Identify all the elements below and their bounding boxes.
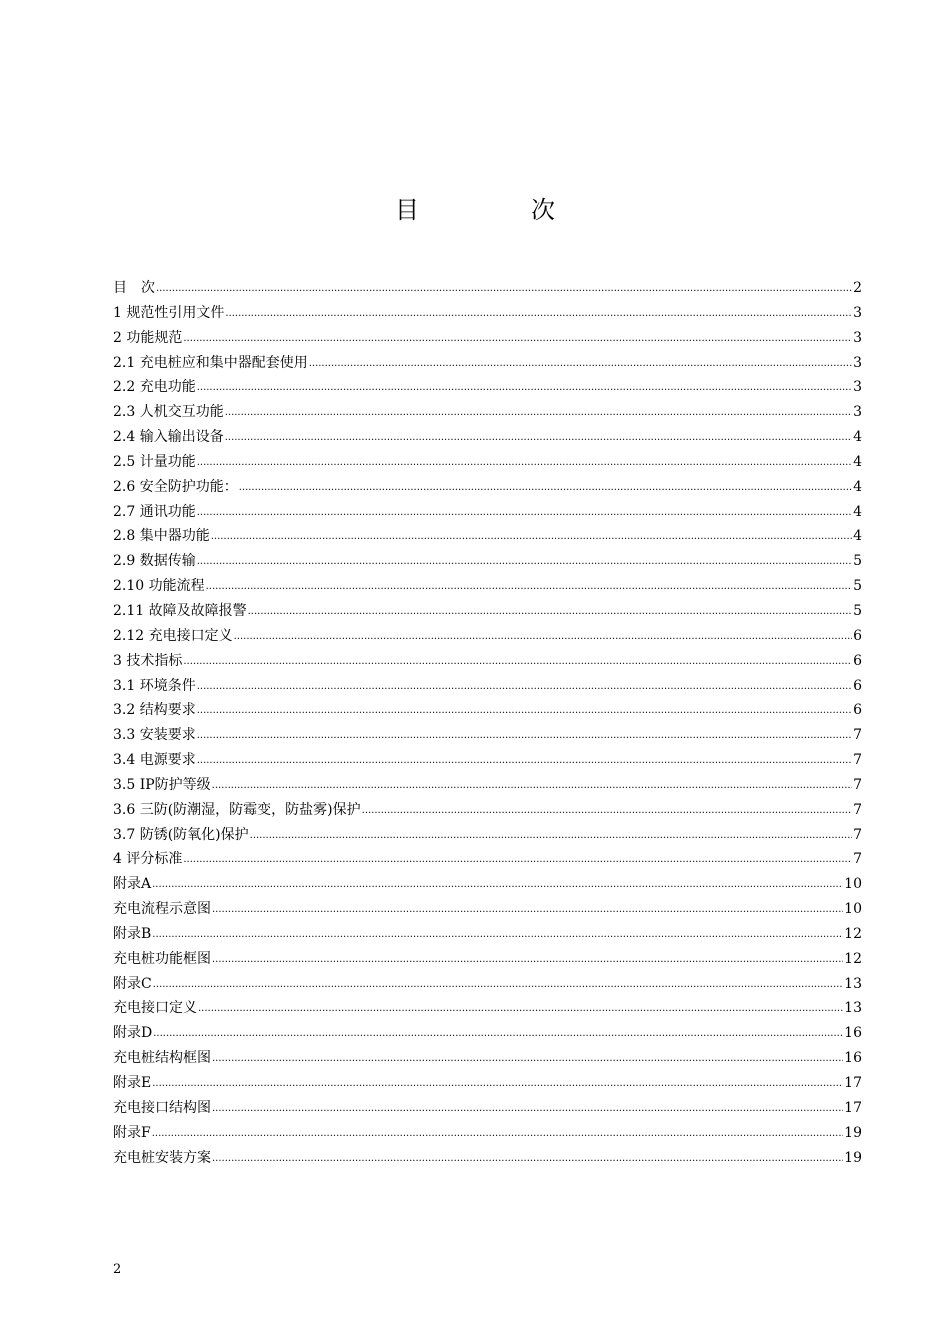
toc-entry[interactable] (113, 351, 862, 376)
toc-leader-dots (153, 1020, 843, 1047)
toc-entry[interactable] (113, 723, 862, 748)
toc-leader-dots (183, 325, 852, 352)
toc-entry[interactable] (113, 500, 862, 525)
toc-entry[interactable] (113, 450, 862, 475)
toc-heading: 目 次 (395, 196, 599, 224)
toc-entry[interactable] (113, 1021, 862, 1046)
toc-leader-dots (156, 275, 852, 302)
toc-entry[interactable] (113, 996, 862, 1021)
toc-entry-label: 2.11 故障及故障报警 (113, 602, 247, 619)
toc-leader-dots (225, 424, 852, 451)
toc-leader-dots (250, 822, 852, 849)
toc-entry-label: 2.7 通讯功能 (113, 503, 196, 520)
toc-entry[interactable] (113, 1121, 862, 1146)
toc-leader-dots (197, 548, 852, 575)
toc-entry-label: 充电桩功能框图 (113, 950, 211, 967)
table-of-contents (113, 276, 862, 1170)
toc-leader-dots (212, 1145, 843, 1172)
toc-entry[interactable] (113, 326, 862, 351)
toc-entry-page: 17 (844, 1099, 862, 1116)
toc-leader-dots (153, 971, 843, 998)
toc-entry-label: 2.6 安全防护功能： (113, 478, 238, 495)
toc-entry[interactable] (113, 375, 862, 400)
toc-entry-page: 4 (853, 453, 862, 470)
toc-entry[interactable] (113, 823, 862, 848)
toc-leader-dots (198, 995, 843, 1022)
toc-entry-page: 13 (844, 975, 862, 992)
toc-entry-label: 2.5 计量功能 (113, 453, 196, 470)
toc-leader-dots (197, 697, 852, 724)
toc-entry-label: 3.3 安装要求 (113, 727, 196, 744)
toc-entry[interactable] (113, 674, 862, 699)
toc-leader-dots (152, 921, 843, 948)
toc-leader-dots (248, 598, 852, 625)
toc-entry[interactable] (113, 872, 862, 897)
toc-leader-dots (183, 648, 852, 675)
toc-entry-page: 3 (853, 379, 862, 396)
toc-entry-label: 3.5 IP防护等级 (113, 776, 211, 793)
toc-entry[interactable] (113, 947, 862, 972)
toc-entry-label: 充电桩结构框图 (113, 1050, 211, 1067)
toc-entry-page: 7 (853, 851, 862, 868)
toc-entry[interactable] (113, 748, 862, 773)
toc-entry-page: 17 (844, 1075, 862, 1091)
page-number: 2 (113, 1262, 122, 1277)
toc-entry-page: 19 (844, 1124, 862, 1141)
toc-leader-dots (197, 499, 852, 526)
toc-entry-label: 附录D (113, 1025, 153, 1042)
toc-entry-label: 2 功能规范 (113, 329, 183, 346)
toc-leader-dots (234, 623, 852, 650)
toc-entry[interactable] (113, 798, 862, 823)
toc-entry[interactable] (113, 1146, 862, 1171)
toc-entry-page: 6 (853, 652, 862, 669)
toc-leader-dots (225, 300, 852, 327)
toc-entry-label: 充电桩安装方案 (113, 1149, 211, 1166)
toc-entry-page: 6 (853, 702, 862, 719)
toc-leader-dots (212, 1045, 843, 1072)
toc-entry-label: 2.8 集中器功能 (113, 528, 210, 545)
toc-entry-label: 3.6 三防(防潮湿，防霉变，防盐雾)保护 (113, 801, 361, 818)
toc-entry-page: 10 (844, 876, 862, 893)
toc-entry[interactable] (113, 847, 862, 872)
toc-entry-page: 7 (853, 776, 862, 793)
toc-entry-page: 3 (853, 404, 862, 421)
toc-leader-dots (211, 523, 852, 550)
toc-entry-label: 2.10 功能流程 (113, 578, 205, 595)
toc-leader-dots (212, 1095, 843, 1122)
toc-leader-dots (197, 374, 852, 401)
toc-entry-page: 13 (844, 1000, 862, 1017)
toc-entry[interactable] (113, 425, 862, 450)
toc-entry-label: 2.12 充电接口定义 (113, 627, 233, 644)
toc-entry-label: 3.2 结构要求 (113, 702, 196, 719)
toc-entry[interactable] (113, 897, 862, 922)
toc-entry[interactable] (113, 475, 862, 500)
toc-leader-dots (197, 747, 852, 774)
toc-entry[interactable] (113, 649, 862, 674)
toc-entry-label: 充电接口定义 (113, 1000, 197, 1017)
toc-entry[interactable] (113, 624, 862, 649)
toc-entry[interactable] (113, 698, 862, 723)
toc-entry-page: 7 (853, 801, 862, 818)
toc-leader-dots (197, 673, 852, 700)
toc-leader-dots (239, 474, 852, 501)
toc-entry-page: 12 (844, 950, 862, 967)
toc-entry-label: 附录C (113, 975, 152, 992)
toc-entry[interactable] (113, 276, 862, 301)
toc-leader-dots (183, 846, 852, 873)
toc-entry-label: 附录F (113, 1124, 151, 1141)
toc-entry-label: 目 次 (113, 280, 155, 296)
toc-entry-label: 2.1 充电桩应和集中器配套使用 (113, 354, 308, 371)
toc-entry-page: 5 (853, 602, 862, 619)
toc-leader-dots (197, 449, 852, 476)
toc-entry-label: 附录A (113, 876, 152, 893)
toc-entry-page: 10 (844, 901, 862, 918)
toc-entry-label: 1 规范性引用文件 (113, 304, 225, 321)
toc-entry-page: 5 (853, 553, 862, 570)
toc-entry[interactable] (113, 922, 862, 947)
toc-entry-label: 3.1 环境条件 (113, 677, 196, 694)
toc-leader-dots (152, 1070, 843, 1097)
toc-entry-label: 2.2 充电功能 (113, 379, 196, 396)
toc-entry-page: 3 (853, 354, 862, 371)
toc-entry-page: 16 (844, 1025, 862, 1042)
toc-leader-dots (212, 896, 843, 923)
toc-entry[interactable] (113, 301, 862, 326)
toc-entry[interactable] (113, 400, 862, 425)
toc-entry-page: 6 (853, 677, 862, 694)
toc-entry-label: 3.7 防锈(防氧化)保护 (113, 826, 249, 843)
toc-entry-page: 4 (853, 528, 862, 545)
toc-entry-page: 3 (853, 329, 862, 346)
toc-entry-label: 4 评分标准 (113, 851, 183, 868)
toc-leader-dots (309, 350, 852, 377)
toc-entry-page: 5 (853, 578, 862, 595)
toc-entry-page: 4 (853, 478, 862, 495)
toc-entry[interactable] (113, 972, 862, 997)
toc-entry-label: 3.4 电源要求 (113, 752, 196, 769)
toc-leader-dots (225, 399, 852, 426)
toc-entry[interactable] (113, 524, 862, 549)
toc-entry-page: 16 (844, 1050, 862, 1067)
toc-entry[interactable] (113, 1096, 862, 1121)
toc-leader-dots (206, 573, 852, 600)
toc-entry-label: 充电流程示意图 (113, 901, 211, 918)
toc-entry-label: 2.3 人机交互功能 (113, 404, 224, 421)
toc-entry-label: 附录B (113, 925, 152, 942)
toc-entry-label: 2.9 数据传输 (113, 553, 196, 570)
toc-entry-page: 19 (844, 1149, 862, 1166)
toc-entry-page: 7 (853, 752, 862, 769)
toc-leader-dots (212, 772, 852, 799)
toc-entry-page: 4 (853, 503, 862, 520)
toc-entry[interactable] (113, 549, 862, 574)
toc-entry-page: 2 (853, 280, 862, 296)
toc-leader-dots (152, 871, 843, 898)
toc-entry[interactable] (113, 1071, 862, 1096)
toc-entry-label: 2.4 输入输出设备 (113, 429, 224, 446)
toc-entry-page: 7 (853, 727, 862, 744)
toc-entry-label: 3 技术指标 (113, 652, 183, 669)
toc-entry-page: 6 (853, 627, 862, 644)
toc-entry[interactable] (113, 773, 862, 798)
toc-leader-dots (212, 946, 843, 973)
toc-entry-page: 3 (853, 304, 862, 321)
toc-entry-page: 4 (853, 429, 862, 446)
toc-entry-page: 7 (853, 826, 862, 843)
toc-entry[interactable] (113, 1046, 862, 1071)
toc-entry[interactable] (113, 599, 862, 624)
toc-leader-dots (197, 722, 852, 749)
toc-leader-dots (152, 1120, 843, 1147)
toc-leader-dots (362, 797, 852, 824)
toc-entry-label: 充电接口结构图 (113, 1099, 211, 1116)
toc-entry[interactable] (113, 574, 862, 599)
toc-entry-label: 附录E (113, 1075, 152, 1091)
toc-entry-page: 12 (844, 925, 862, 942)
